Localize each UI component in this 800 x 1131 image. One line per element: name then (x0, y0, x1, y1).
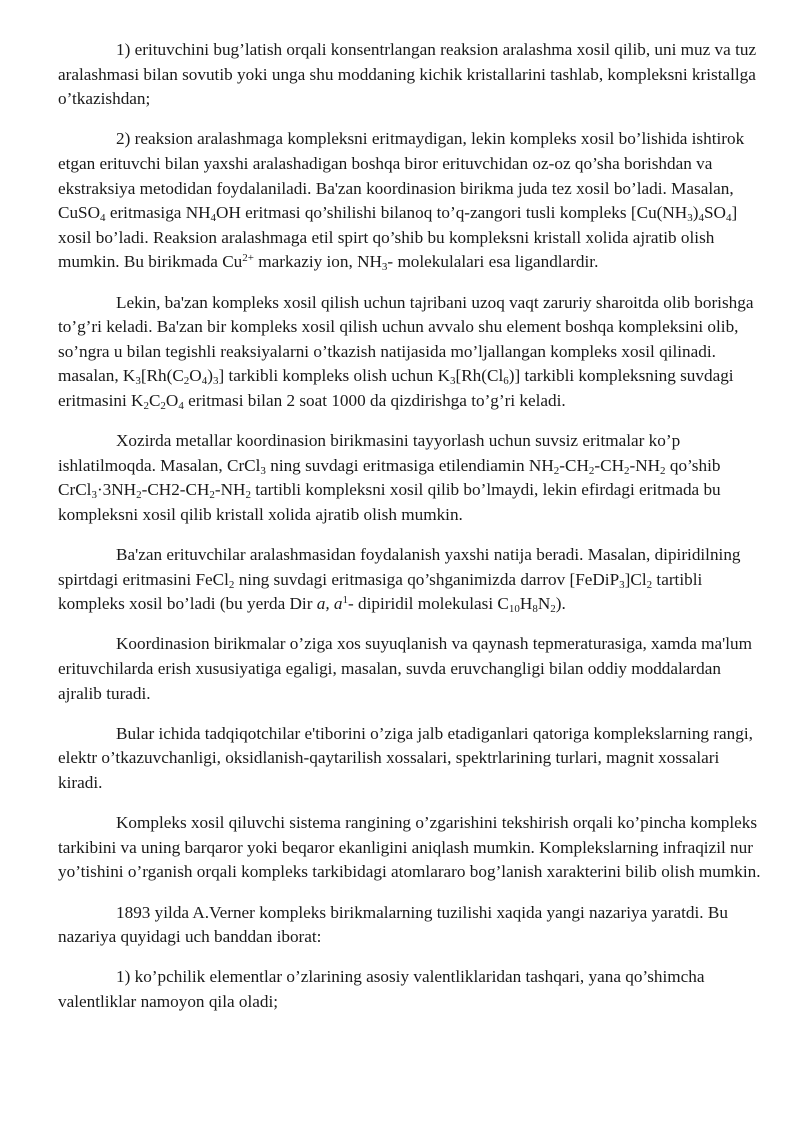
paragraph-3 (58, 291, 763, 414)
text-run: ]Cl (624, 569, 647, 589)
paragraph-4 (58, 429, 763, 527)
text-run: Bular ichida tadqiqotchilar e'tiborini o’ziga jalb etadiganlari qatoriga komplekslarning rangi, elektr o’tkazuvchanligi, oksidlanish-qaytarilish xossalari, spektrlarining turlari, magnit xossalari kiradi. (58, 723, 753, 792)
text-run: C (148, 390, 161, 410)
subscript: 3 (687, 212, 693, 225)
subscript: 2 (550, 603, 556, 616)
text-run: ] xosil bo’ladi. Reaksion aralashmaga etil spirt qo’shib bu kompleksni kristall xolida ajratib olish mumkin. Bu birikmada Cu (58, 203, 738, 272)
text-run: 1) erituvchini bug’latish orqali konsentrlangan reaksion aralashma xosil qilib, uni muz va tuz aralashmasi bilan sovutib yoki unga shu moddaning kichik kristallarini tashlab, kompleksni kristallga o’tkazishdan; (58, 40, 757, 109)
subscript: 2 (143, 399, 149, 412)
text-run: - dipiridil molekulasi C (348, 594, 509, 614)
text-run: [Rh(C (140, 366, 184, 386)
subscript: 6 (503, 375, 509, 388)
text-run: ning suvdagi eritmasiga qo’shganimizda darrov [FeDiP (234, 569, 620, 589)
text-run: 1893 yilda A.Verner kompleks birikmalarning tuzilishi xaqida yangi nazariya yaratdi. Bu nazariya quyidagi uch banddan iborat: (58, 902, 728, 947)
text-run: 2) reaksion aralashmaga kompleksni eritmaydigan, lekin kompleks xosil bo’lishida ishtirok etgan erituvchi bilan yaxshi aralashadigan boshqa biror erituvchidan oz-oz qo’sha borishdan va ekstraksiya metodidan foydalaniladi. Ba'zan koordinasion birikma juda tez xosil bo’ladi. Masalan, CuSO (58, 129, 745, 223)
subscript: 4 (178, 399, 184, 412)
superscript: 2+ (242, 252, 254, 265)
subscript: 2 (623, 464, 630, 477)
text-run: -NH (629, 455, 661, 475)
text-run: Ba'zan erituvchilar aralashmasidan foydalanish yaxshi natija beradi. Masalan, dipiridilning spirtdagi eritmasini FeCl (58, 545, 741, 589)
paragraph-2 (58, 127, 763, 275)
subscript: 8 (532, 603, 538, 616)
text-run: SO (703, 203, 726, 223)
subscript: 2 (588, 464, 595, 477)
subscript: 4 (210, 212, 217, 225)
paragraph-5 (58, 543, 763, 617)
text-run: Lekin, ba'zan kompleks xosil qilish uchun tajribani uzoq vaqt zaruriy sharoitda olib borishga to’g’ri keladi. Ba'zan bir kompleks xosil qilish uchun avvalo shu element boshqa kompleksini olib, so’ngra u bilan tegishli reaksiyalarni o’tkazish natijasida mo’ljallangan kompleks xosil qilinadi. masalan, K (58, 292, 754, 386)
text-run: Xozirda metallar koordinasion birikmasini tayyorlash uchun suvsiz eritmalar ko’p ishlatilmoqda. Masalan, CrCl (58, 431, 681, 475)
subscript: 2 (660, 464, 666, 477)
subscript: 4 (201, 375, 208, 388)
text-run: a, a (316, 594, 343, 614)
subscript: 2 (160, 399, 166, 412)
text-run: eritmasi bilan 2 soat 1000 da qizdirishga to’g’ri keladi. (183, 390, 566, 410)
subscript: 10 (508, 603, 520, 616)
subscript: 2 (183, 375, 190, 388)
text-run: -CH (559, 455, 589, 475)
subscript: 4 (698, 212, 704, 225)
text-run: tartibli kompleksni xosil qilib bo’lmaydi, lekin efirdagi eritmada bu kompleksni xosil qilib kristall xolida ajratib olish mumkin. (58, 480, 721, 524)
subscript: 2 (209, 489, 215, 502)
text-run: N (537, 594, 551, 614)
subscript: 3 (260, 464, 266, 477)
text-run: 1) ko’pchilik elementlar o’zlarining asosiy valentliklaridan tashqari, yana qo’shimcha valentliklar namoyon qila oladi; (58, 967, 705, 1011)
text-run: H (519, 594, 533, 614)
text-run: OH eritmasi qo’shilishi bilanoq to’q-zangori tusli kompleks [Cu(NH (216, 203, 688, 223)
text-run: ·3NH (96, 480, 137, 500)
text-run: )] tarkibli kompleksning suvdagi eritmasini K (58, 366, 734, 410)
paragraph-10 (58, 965, 763, 1014)
text-run: eritmasiga NH (105, 203, 211, 223)
subscript: 4 (100, 212, 106, 225)
text-run: ning suvdagi eritmasiga etilendiamin NH (265, 455, 554, 475)
paragraph-8 (58, 811, 763, 885)
text-run: tartibli kompleks xosil bo’ladi (bu yerda Dir (58, 569, 703, 614)
subscript: 2 (245, 489, 251, 502)
text-run: Koordinasion birikmalar o’ziga xos suyuqlanish va qaynash tepmeraturasiga, xamda ma'lum erituvchilarda erish xususiyatiga egaligi, masalan, suvda eruvchangligi bilan oddiy moddalardan ajralib turadi. (58, 634, 753, 703)
text-run: ) (692, 203, 699, 223)
subscript: 3 (135, 375, 141, 388)
paragraph-9 (58, 901, 763, 950)
subscript: 3 (91, 489, 97, 502)
paragraph-7 (58, 722, 763, 796)
text-run: ] tarkibli kompleks olish uchun K (218, 366, 450, 386)
subscript: 2 (553, 464, 560, 477)
text-run: -CH (594, 455, 624, 475)
subscript: 2 (228, 578, 235, 591)
text-run: -CH2-CH (141, 480, 210, 500)
text-run: ) (207, 366, 213, 386)
text-run: markaziy ion, NH (254, 252, 382, 272)
subscript: 4 (725, 212, 732, 225)
subscript: 3 (212, 375, 219, 388)
document-page (58, 38, 763, 1030)
paragraph-6 (58, 632, 763, 706)
subscript: 3 (619, 578, 625, 591)
text-run: - molekulalari esa ligandlardir. (387, 252, 599, 272)
text-run: -NH (214, 480, 246, 500)
text-run: [Rh(Cl (455, 366, 504, 386)
subscript: 2 (136, 489, 142, 502)
superscript: 1 (342, 594, 349, 607)
subscript: 3 (449, 375, 456, 388)
text-run: O (165, 390, 179, 410)
text-run: O (189, 366, 202, 386)
text-run: qo’shib CrCl (58, 455, 721, 500)
text-run: Kompleks xosil qiluvchi sistema rangining o’zgarishini tekshirish orqali ko’pincha kompleks tarkibini va uning barqaror yoki beqaror ekanligini aniqlash mumkin. Komplekslarning infraqizil nur yo’tishini o’rganish orqali kompleks tarkibidagi atomlararo bog’lanish xarakterini bilib olish mumkin. (58, 813, 761, 882)
subscript: 2 (646, 578, 653, 591)
text-run: ). (555, 594, 566, 614)
paragraph-1 (58, 38, 763, 112)
subscript: 3 (381, 261, 388, 274)
